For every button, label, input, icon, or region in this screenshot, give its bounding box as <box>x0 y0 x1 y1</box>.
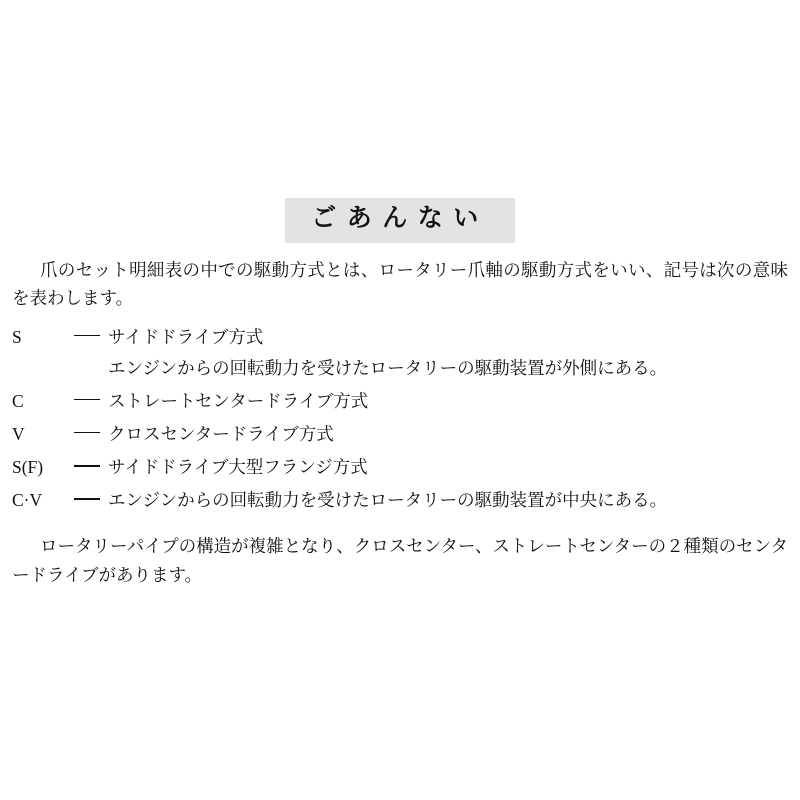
legend-symbol: C·V <box>12 490 43 511</box>
legend-item <box>12 421 788 448</box>
legend-label: サイドドライブ方式 <box>108 326 264 347</box>
legend-item <box>12 388 788 415</box>
title-banner-wrapper <box>0 198 800 243</box>
closing-paragraph: ロータリーパイプの構造が複雑となり、クロスセンター、ストレートセンターの２種類のセンタードライブがあります。 <box>12 536 788 585</box>
legend-label: サイドドライブ大型フランジ方式 <box>108 457 368 478</box>
legend-label: ストレートセンタードライブ方式 <box>108 390 369 411</box>
intro-paragraph: 爪のセット明細表の中での駆動方式とは、ロータリー爪軸の駆動方式をいい、記号は次の意味を表わします。 <box>12 260 788 309</box>
legend-label: エンジンからの回転動力を受けたロータリーの駆動装置が中央にある。 <box>108 490 668 511</box>
document-body <box>12 256 788 593</box>
legend-item <box>12 324 788 351</box>
legend-symbol: S <box>12 326 22 347</box>
legend-symbol: V <box>12 424 25 445</box>
legend-item <box>12 454 788 481</box>
legend-symbol: C <box>12 390 24 411</box>
legend-sublabel: エンジンからの回転動力を受けたロータリーの駆動装置が外側にある。 <box>108 357 668 378</box>
legend-label: クロスセンタードライブ方式 <box>108 424 334 445</box>
legend-item <box>12 487 788 514</box>
page-title: ごあんない <box>285 198 515 243</box>
legend-list <box>12 324 788 515</box>
legend-symbol: S(F) <box>12 457 44 478</box>
